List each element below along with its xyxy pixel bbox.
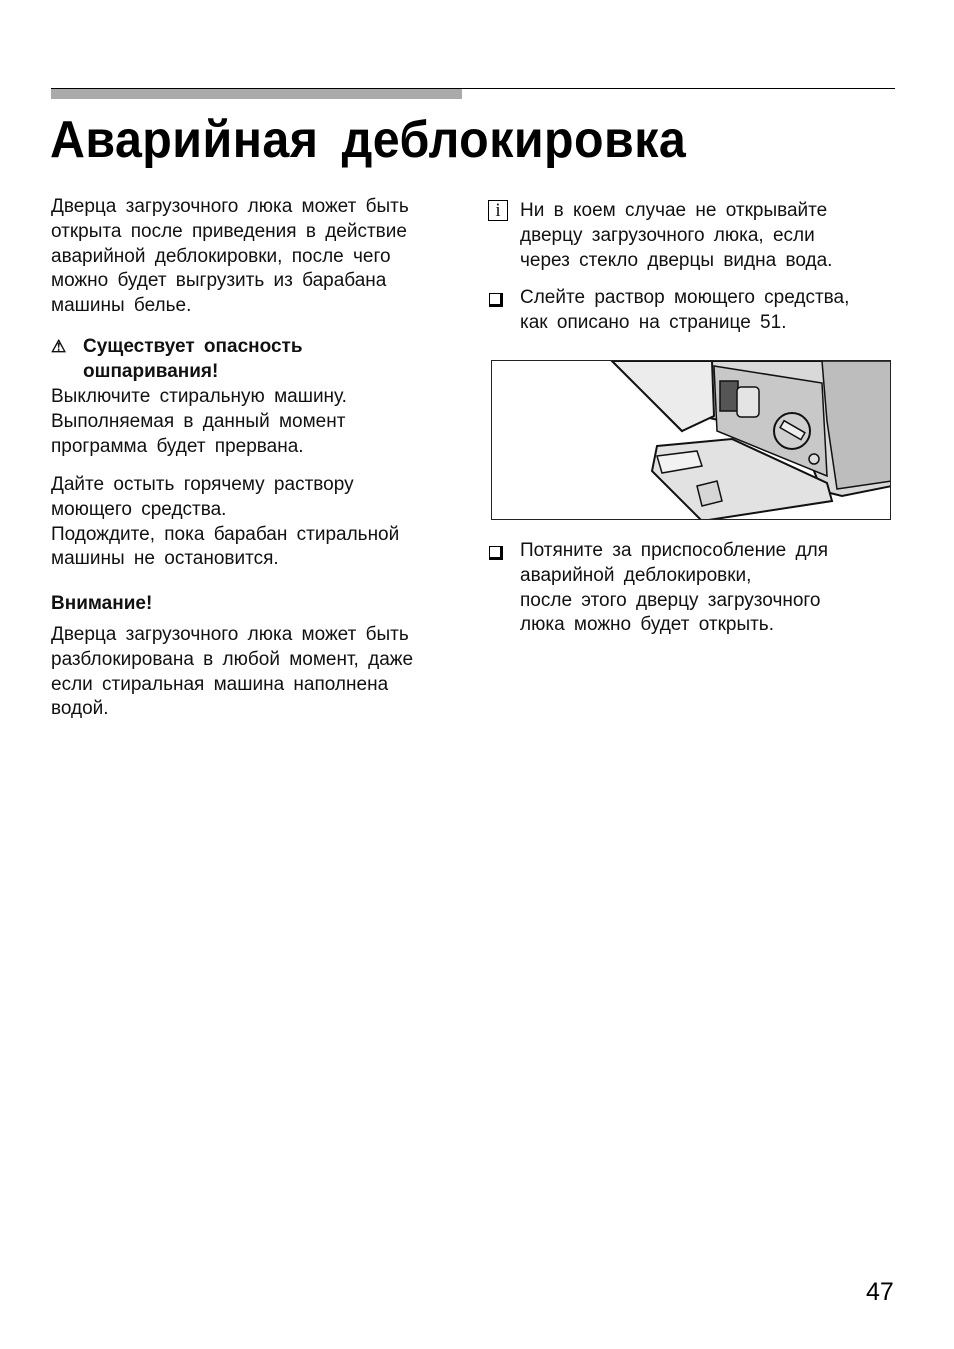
attention-text: Дверца загрузочного люка может быть разблокирована в любой момент, даже если стиральная машина наполнена водой.: [51, 623, 414, 720]
step-cool-down: Дайте остыть горячему раствору моющего средства.: [51, 473, 354, 520]
left-column: [51, 195, 471, 722]
washing-machine-flap-drawing: [492, 361, 891, 520]
checkbox-bullet-icon: [489, 293, 503, 307]
info-icon: i: [488, 200, 508, 221]
right-column: [488, 199, 898, 336]
intro-paragraph: Дверца загрузочного люка может быть открыта после приведения в действие аварийной деблокировки, после чего можно будет выгрузить из барабана машины белье.: [51, 196, 409, 317]
step-wait-drum: Подождите, пока барабан стиральной машины не остановится.: [51, 523, 400, 570]
page-number: 47: [866, 1278, 894, 1306]
warning-triangle-icon: ⚠: [51, 336, 67, 356]
step-switch-off: Выключите стиральную машину.: [51, 385, 347, 407]
warning-title: Существует опасность ошпаривания!: [83, 335, 303, 382]
info-note: i Ни в коем случае не открывайте дверцу загрузочного люка, если через стекло дверцы видна вода.: [488, 199, 898, 273]
scald-warning: [51, 335, 471, 385]
page-title: Аварийная деблокировка: [50, 111, 687, 169]
checkbox-bullet-icon: [489, 546, 503, 560]
header-gray-bar: [51, 89, 462, 99]
step-drain: Слейте раствор моющего средства, как описано на странице 51.: [488, 286, 898, 336]
attention-title: Внимание!: [51, 593, 153, 615]
service-flap-illustration: [491, 360, 891, 520]
step-program-interrupted: Выполняемая в данный момент программа будет прервана.: [51, 411, 346, 458]
step-pull-release: Потяните за приспособление для аварийной деблокировки, после этого дверцу загрузочного люка можно будет открыть.: [488, 539, 898, 638]
